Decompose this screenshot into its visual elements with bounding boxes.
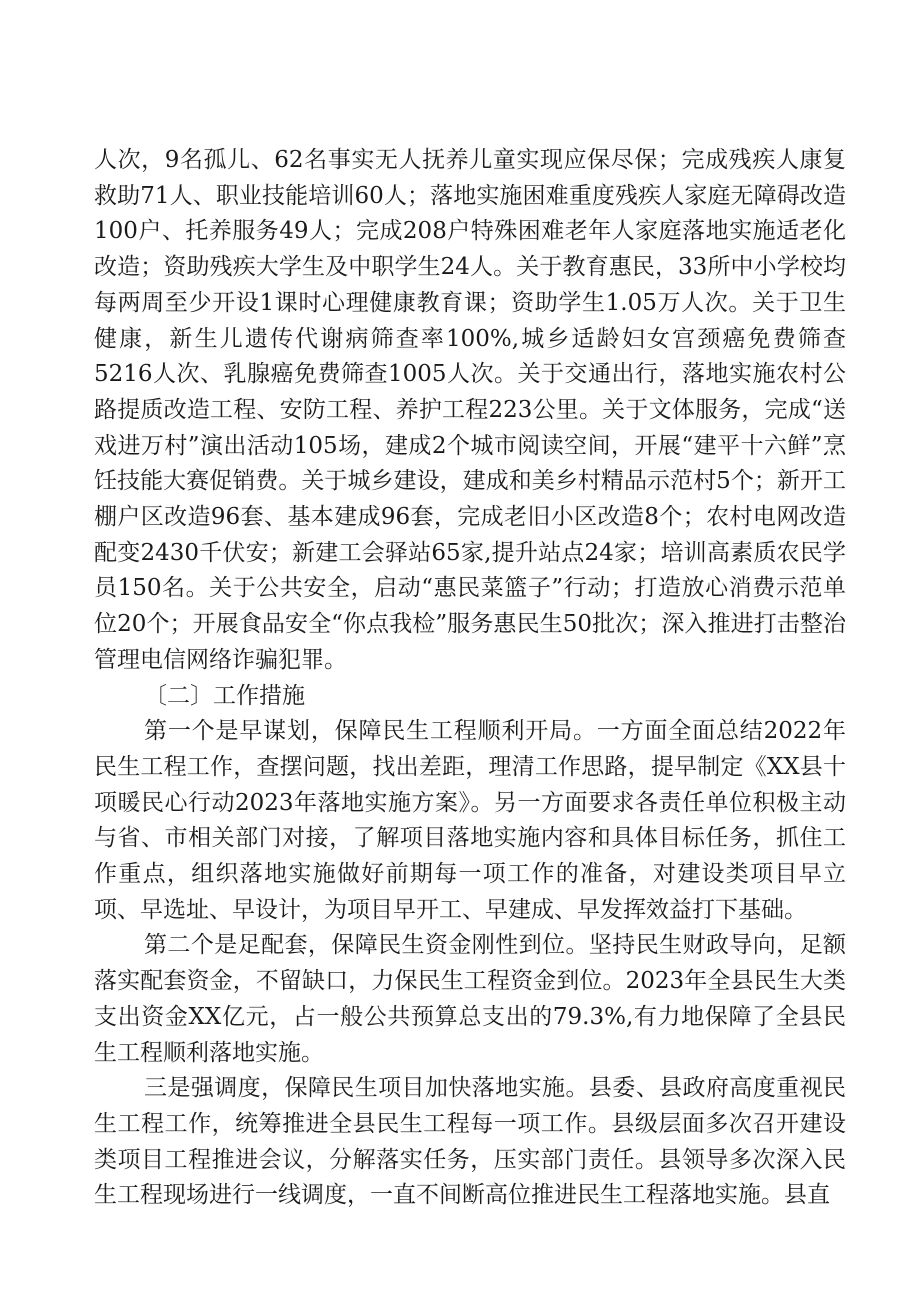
document-body bbox=[94, 143, 846, 1214]
paragraph-scheduling: 三是强调度，保障民生项目加快落地实施。县委、县政府高度重视民生工程工作，统筹推进全县民生工程每一项工作。县级层面多次召开建设类项目工程推进会议，分解落实任务，压实部门责任。县领导多次深入民生工程现场进行一线调度，一直不间断高位推进民生工程落地实施。县直 bbox=[94, 1075, 846, 1209]
paragraph-funding: 第二个是足配套，保障民生资金刚性到位。坚持民生财政导向，足额落实配套资金，不留缺口，力保民生工程资金到位。2023年全县民生大类支出资金XX亿元，占一般公共预算总支出的79.3%,有力地保障了全县民生工程顺利落地实施。 bbox=[94, 932, 846, 1066]
paragraph-early-planning: 第一个是早谋划，保障民生工程顺利开局。一方面全面总结2022年民生工程工作，查摆问题，找出差距，理清工作思路，提早制定《XX县十项暖民心行动2023年落地实施方案》。另一方面要求各责任单位积极主动与省、市相关部门对接，了解项目落地实施内容和具体目标任务，抓住工作重点，组织落地实施做好前期每一项工作的准备，对建设类项目早立项、早选址、早设计，为项目早开工、早建成、早发挥效益打下基础。 bbox=[94, 718, 846, 923]
paragraph-livelihood-results: 人次，9名孤儿、62名事实无人抚养儿童实现应保尽保；完成残疾人康复救助71人、职业技能培训60人；落地实施困难重度残疾人家庭无障碍改造100户、托养服务49人；完成208户特殊困难老年人家庭落地实施适老化改造；资助残疾大学生及中职学生24人。关于教育惠民，33所中小学校均每两周至少开设1课时心理健康教育课；资助学生1.05万人次。关于卫生健康，新生儿遗传代谢病筛查率100%,城乡适龄妇女宫颈癌免费筛查5216人次、乳腺癌免费筛查1005人次。关于交通出行，落地实施农村公路提质改造工程、安防工程、养护工程223公里。关于文体服务，完成“送戏进万村”演出活动105场，建成2个城市阅读空间，开展“建平十六鲜”烹饪技能大赛促销费。关于城乡建设，建成和美乡村精品示范村5个；新开工棚户区改造96套、基本建成96套，完成老旧小区改造8个；农村电网改造配变2430千伏安；新建工会驿站65家,提升站点24家；培训高素质农民学员150名。关于公共安全，启动“惠民菜篮子”行动；打造放心消费示范单位20个；开展食品安全“你点我检”服务惠民生50批次；深入推进打击整治管理电信网络诈骗犯罪。 bbox=[94, 147, 846, 673]
section-heading-work-measures: 〔二〕工作措施 bbox=[144, 682, 305, 709]
